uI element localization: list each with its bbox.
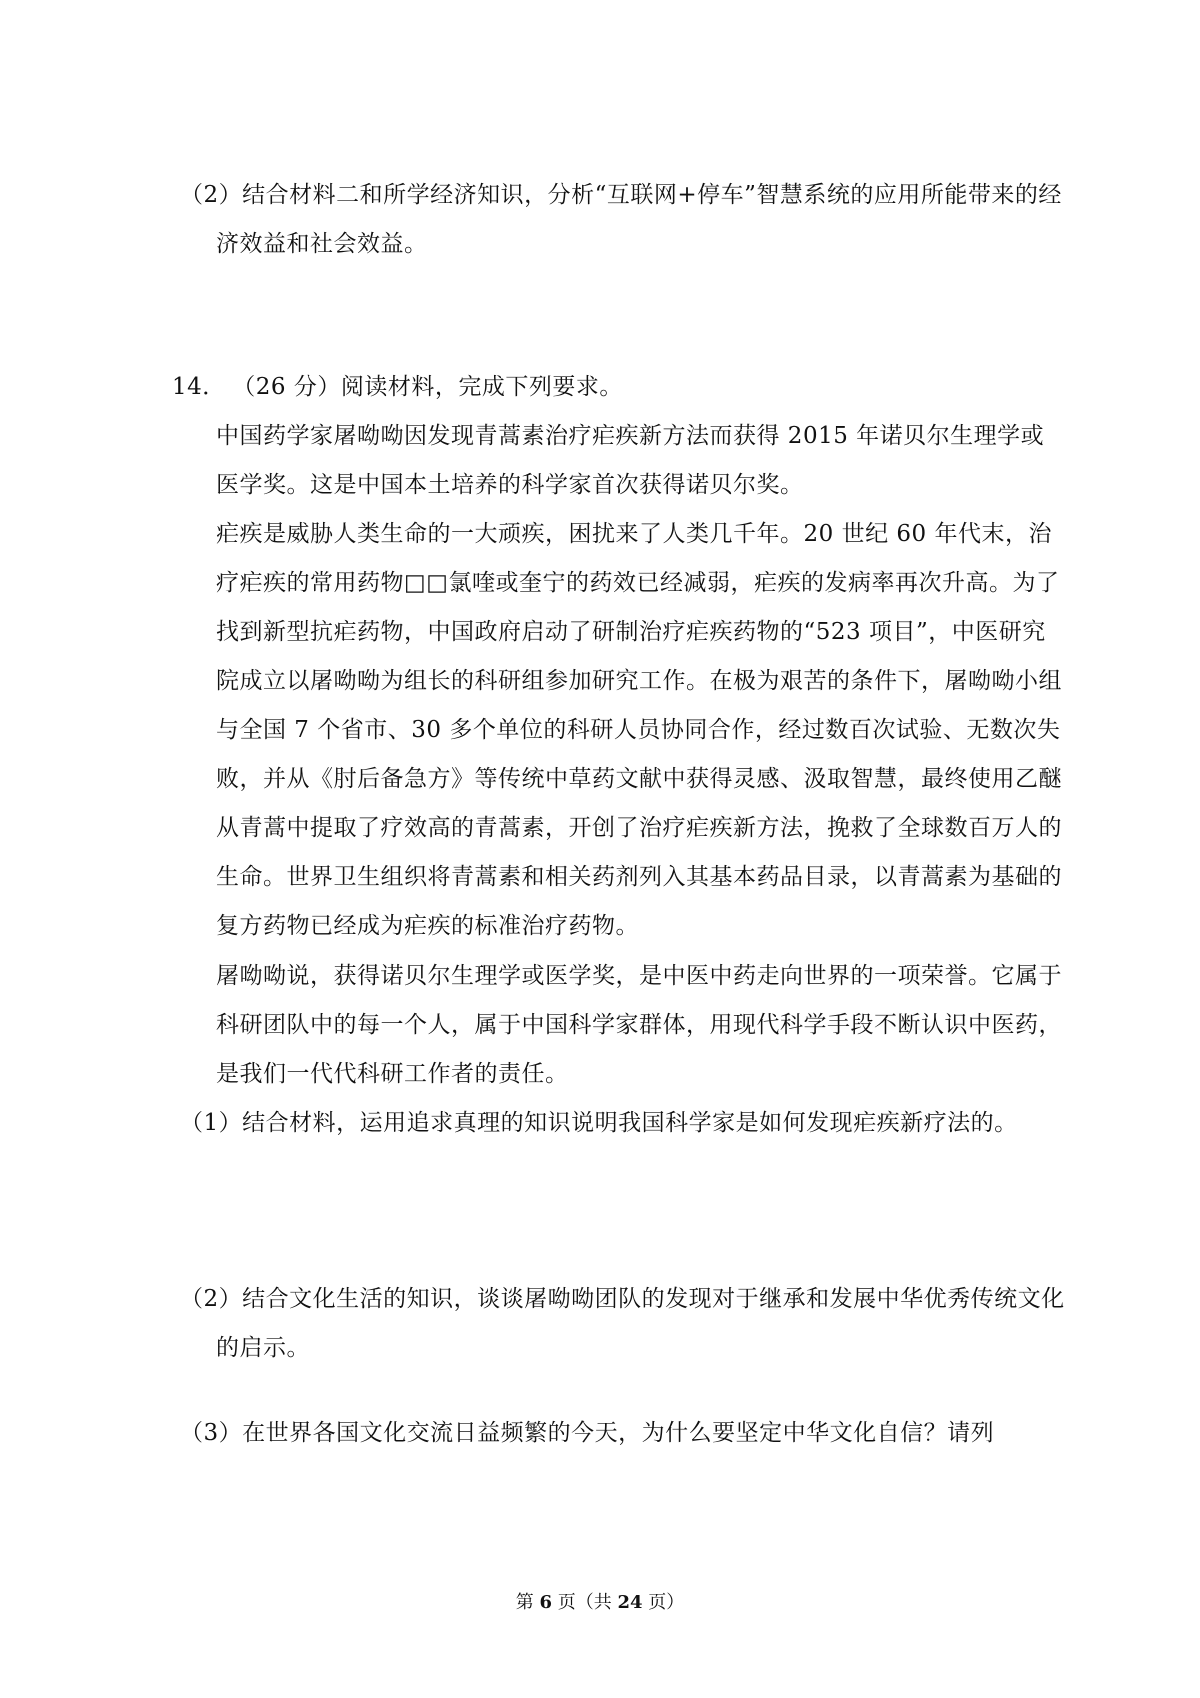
q14-part1-question: （1）结合材料，运用追求真理的知识说明我国科学家是如何发现疟疾新疗法的。 xyxy=(180,1110,1018,1136)
q14-header xyxy=(172,363,1022,412)
q13-part2-question: （2）结合材料二和所学经济知识，分析“互联网+停车”智慧系统的应用所能带来的经济效益和社会效益。 xyxy=(180,182,1062,257)
q14-part2-question: （2）结合文化生活的知识，谈谈屠呦呦团队的发现对于继承和发展中华优秀传统文化的启示。 xyxy=(180,1286,1065,1361)
material-paragraph-3: 屠呦呦说，获得诺贝尔生理学或医学奖，是中医中药走向世界的一项荣誉。它属于科研团队中的每一个人，属于中国科学家群体，用现代科学手段不断认识中医药，是我们一代代科研工作者的责任。 xyxy=(216,963,1062,1087)
footer-suffix: 页） xyxy=(642,1592,685,1613)
q14-part3-question: （3）在世界各国文化交流日益频繁的今天，为什么要坚定中华文化自信？请列 xyxy=(180,1420,995,1446)
footer-prefix: 第 xyxy=(515,1592,540,1613)
footer-middle: 页（共 xyxy=(552,1592,618,1613)
page-footer xyxy=(0,1591,1200,1615)
question-header-text: （26 分）阅读材料，完成下列要求。 xyxy=(243,374,623,400)
total-page-count: 24 xyxy=(617,1592,643,1613)
current-page-number: 6 xyxy=(539,1592,552,1613)
material-paragraph-2: 疟疾是威胁人类生命的一大顽疾，困扰来了人类几千年。20 世纪 60 年代末，治疗疟疾的常用药物□□氯喹或奎宁的药效已经减弱，疟疾的发病率再次升高。为了找到新型抗疟药物，中国政府启动了研制治疗疟疾药物的“523 项目”，中医研究院成立以屠呦呦为组长的科研组参加研究工作。在极为艰苦的条件下，屠呦呦小组与全国 7 个省市、30 多个单位的科研人员协同合作，经过数百次试验、无数次失败，并从《肘后备急方》等传统中草药文献中获得灵感、汲取智慧，最终使用乙醚从青蒿中提取了疗效高的青蒿素，开创了治疗疟疾新方法，挽救了全球数百万人的生命。世界卫生组织将青蒿素和相关药剂列入其基本药品目录，以青蒿素为基础的复方药物已经成为疟疾的标准治疗药物。 xyxy=(216,521,1062,939)
material-paragraph-1: 中国药学家屠呦呦因发现青蒿素治疗疟疾新方法而获得 2015 年诺贝尔生理学或医学奖。这是中国本土培养的科学家首次获得诺贝尔奖。 xyxy=(216,423,1045,498)
question-number: 14． xyxy=(172,374,226,400)
